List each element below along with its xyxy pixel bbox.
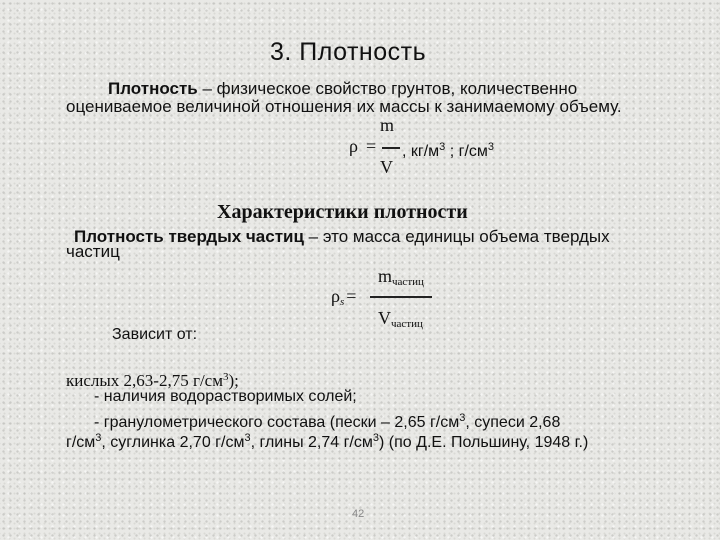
formula2-numerator [378,267,424,291]
definition-line-2: оцениваемое величиной отношения их массы к занимаемому объему. [66,97,622,116]
slide-title: 3. Плотность [270,38,427,66]
units-sup-2: 3 [487,141,495,153]
formula1-fraction-bar [382,147,400,149]
formula2-v-sub: частиц [391,318,423,330]
list-line-2: - наличия водорастворимых солей; [94,388,357,405]
list-line-3-sup: 3 [459,412,466,424]
definition-line-1 [108,80,577,98]
formula2-m: m [378,266,393,286]
list-line-4-a: г/см [66,434,96,451]
particles-text-1: – это масса единицы объема твердых [303,227,610,246]
formula1-units [402,138,494,161]
definition-text-1: – физическое свойство грунтов, количественно [197,79,578,98]
formula2-lhs [331,287,356,311]
formula2-m-sub: частиц [392,276,424,288]
particles-term: Плотность твердых частиц [74,227,304,246]
formula2-fraction-bar [370,296,432,298]
units-g: ; г/см [445,143,488,160]
depends-on-label: Зависит от: [112,326,198,343]
formula2-rho-sub: s [339,296,345,308]
units-kg: , кг/м [402,143,440,160]
formula2-equals: = [346,286,357,306]
list-line-4-sup2: 3 [244,432,251,444]
particles-line-2: частиц [66,242,120,261]
list-line-4-b: , суглинка 2,70 г/см [101,434,245,451]
list-line-3-text: - гранулометрического состава (пески – 2,65 г/см [94,414,460,431]
formula2-rho: ρ [331,286,340,306]
page-number: 42 [352,508,365,520]
list-line-3-end: , супеси 2,68 [465,414,561,431]
list-line-4-d: ) (по Д.Е. Польшину, 1948 г.) [379,434,589,451]
section-heading: Характеристики плотности [217,201,468,223]
list-line-4-sup1: 3 [95,432,102,444]
list-line-1-end: ); [228,371,239,390]
list-line-1-sup: 3 [222,371,229,383]
formula1-denominator: V [380,157,393,177]
list-line-1 [66,368,239,390]
formula1-rho: ρ [349,136,358,156]
formula2-denominator [378,309,423,333]
list-line-4-c: , глины 2,74 г/см [250,434,373,451]
particles-line-1 [74,228,610,246]
units-sup-1: 3 [439,141,446,153]
list-line-1-text: кислых 2,63-2,75 г/см [66,371,223,390]
list-line-4 [66,429,588,452]
formula1-equals: = [366,136,377,156]
formula2-v: V [378,308,391,328]
formula1-numerator: m [380,115,395,135]
list-line-4-sup3: 3 [372,432,379,444]
definition-term: Плотность [108,79,198,98]
